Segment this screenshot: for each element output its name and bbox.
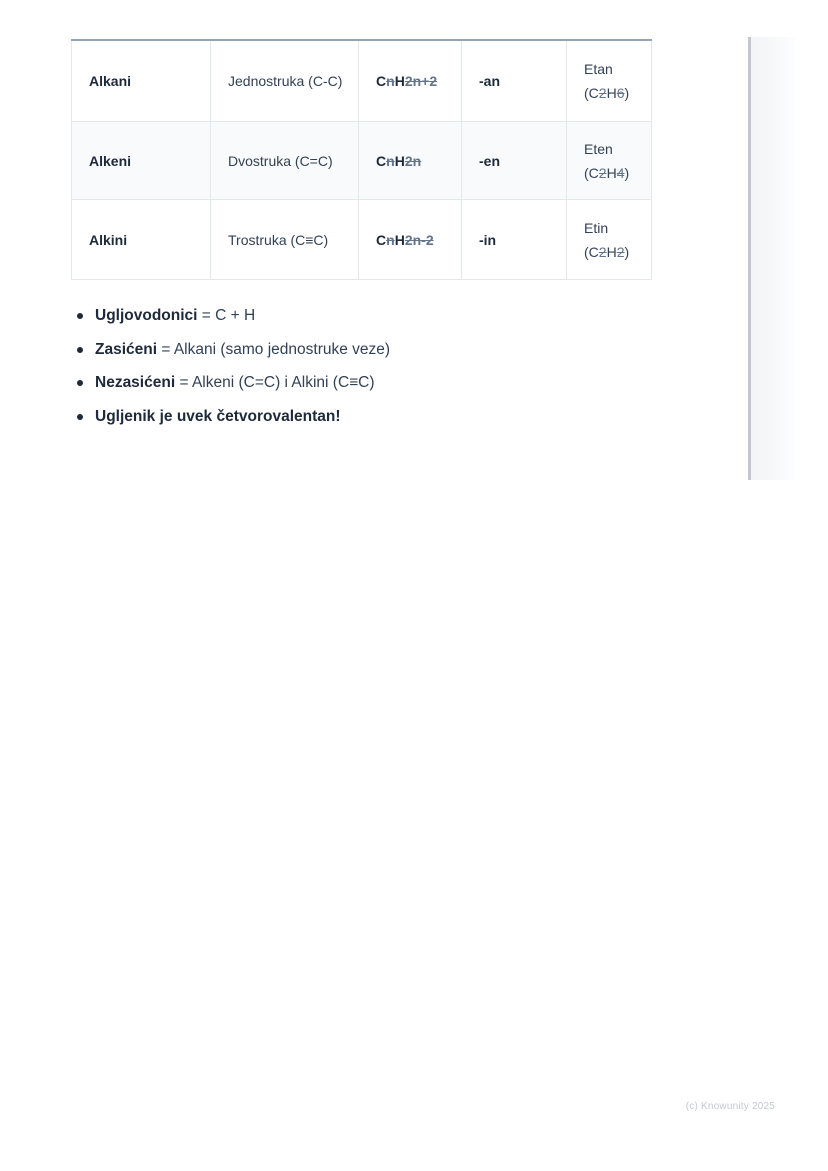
table-row-alkani bbox=[72, 40, 652, 122]
cell-general-formula bbox=[359, 200, 462, 280]
next-page-edge bbox=[748, 37, 795, 480]
formula-symbol: H bbox=[394, 231, 405, 248]
cell-suffix: -en bbox=[462, 122, 567, 200]
formula-subscript: 2 bbox=[598, 243, 607, 260]
cell-general-formula bbox=[359, 122, 462, 200]
bullet-icon bbox=[77, 414, 83, 420]
formula-subscript: 2 bbox=[598, 85, 607, 101]
hydrocarbon-table bbox=[71, 39, 652, 280]
list-item bbox=[71, 340, 631, 360]
hydrocarbon-table-wrap bbox=[71, 39, 651, 280]
table-row-alkini bbox=[72, 200, 652, 280]
list-item bbox=[71, 407, 631, 427]
cell-name: Alkani bbox=[72, 40, 211, 122]
cell-name: Alkeni bbox=[72, 122, 211, 200]
formula-symbol: C bbox=[376, 73, 387, 89]
formula-symbol: ) bbox=[624, 243, 630, 260]
cell-example bbox=[567, 200, 652, 280]
formula-symbol: ) bbox=[624, 164, 630, 181]
cell-bond-type: Jednostruka (C-C) bbox=[211, 40, 359, 122]
list-item-term: Nezasićeni bbox=[95, 374, 176, 391]
formula-symbol: (C bbox=[584, 243, 599, 260]
example-formula bbox=[584, 81, 643, 105]
formula-symbol: H bbox=[606, 243, 617, 260]
cell-bond-type: Dvostruka (C=C) bbox=[211, 122, 359, 200]
example-formula bbox=[584, 240, 643, 264]
cell-suffix: -an bbox=[462, 40, 567, 122]
cell-general-formula bbox=[359, 40, 462, 122]
cell-bond-type: Trostruka (C≡C) bbox=[211, 200, 359, 280]
formula-symbol: C bbox=[376, 152, 387, 169]
bullet-icon bbox=[77, 380, 83, 386]
list-item-text: = Alkani (samo jednostruke veze) bbox=[157, 340, 391, 358]
formula-subscript: n bbox=[386, 73, 395, 89]
cell-suffix: -in bbox=[462, 200, 567, 280]
list-item bbox=[71, 373, 631, 393]
list-item-term: Zasićeni bbox=[95, 340, 158, 358]
formula-symbol: H bbox=[606, 164, 617, 181]
formula-subscript: 2 bbox=[598, 164, 607, 181]
list-item-term: Ugljovodonici bbox=[95, 307, 198, 324]
bullet-icon bbox=[77, 313, 83, 319]
list-item-term: Ugljenik je uvek četvorovalentan! bbox=[95, 407, 341, 425]
example-name: Eten bbox=[584, 140, 613, 157]
formula-symbol: C bbox=[376, 231, 387, 248]
formula-subscript: 2n-2 bbox=[404, 231, 434, 248]
table-row-alkeni bbox=[72, 122, 652, 200]
formula-symbol: (C bbox=[584, 164, 599, 181]
formula-subscript: 2n bbox=[404, 152, 422, 169]
formula-symbol: H bbox=[394, 73, 405, 89]
example-name: Etan bbox=[584, 61, 613, 77]
formula-subscript: 4 bbox=[616, 164, 625, 181]
list-item-text: = C + H bbox=[197, 307, 256, 324]
formula-subscript: 6 bbox=[616, 85, 625, 101]
formula-symbol: ) bbox=[624, 85, 630, 101]
formula-subscript: n bbox=[386, 231, 395, 248]
example-name: Etin bbox=[584, 219, 609, 236]
notes-list bbox=[71, 306, 631, 440]
bullet-icon bbox=[77, 347, 83, 353]
cell-example bbox=[567, 122, 652, 200]
formula-subscript: n bbox=[386, 152, 395, 169]
copyright-text: (c) Knowunity 2025 bbox=[685, 1101, 775, 1112]
cell-name: Alkini bbox=[72, 200, 211, 280]
cell-example bbox=[567, 40, 652, 122]
example-formula bbox=[584, 161, 643, 185]
list-item-text: = Alkeni (C=C) i Alkini (C≡C) bbox=[175, 374, 375, 391]
formula-symbol: H bbox=[394, 152, 405, 169]
formula-subscript: 2 bbox=[616, 243, 625, 260]
formula-subscript: 2n+2 bbox=[404, 73, 438, 89]
list-item bbox=[71, 306, 631, 326]
formula-symbol: H bbox=[606, 85, 617, 101]
formula-symbol: (C bbox=[584, 85, 599, 101]
